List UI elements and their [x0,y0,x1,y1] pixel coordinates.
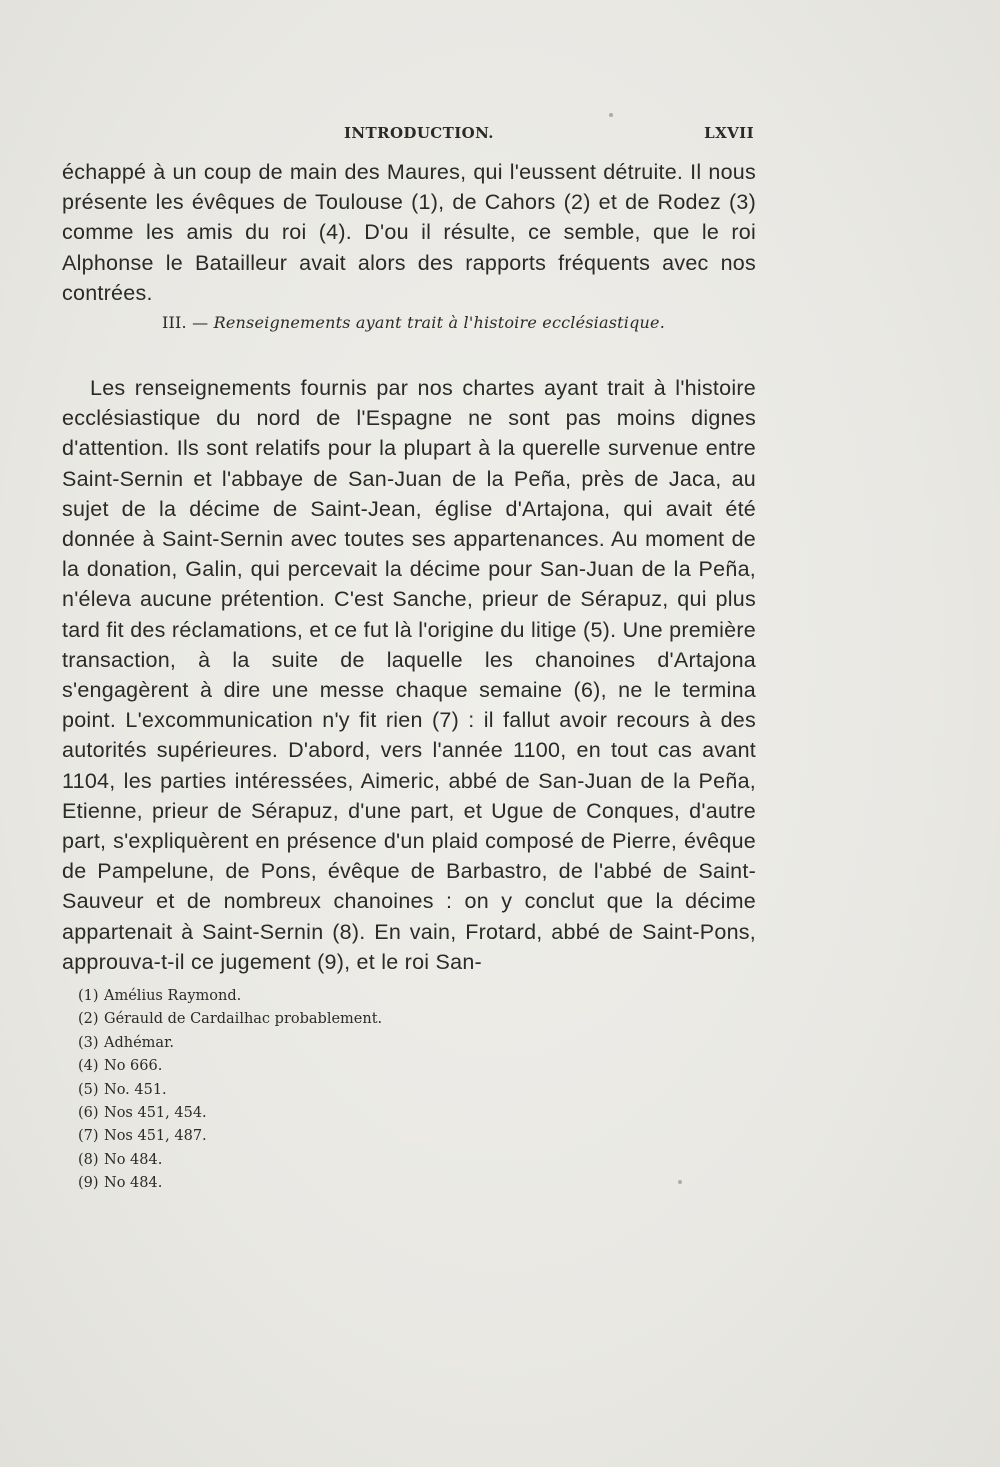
footnote-mark: (3) [78,1034,99,1051]
footnote-item [78,1079,578,1102]
footnote-text: No 484. [104,1175,163,1192]
footnote-text: Nos 451, 454. [104,1105,207,1122]
footnote-mark: (5) [78,1081,99,1098]
footnote-mark: (9) [78,1175,99,1192]
footnote-mark: (1) [78,988,99,1004]
footnote-text: No 666. [104,1058,163,1075]
footnote-mark: (6) [78,1105,99,1122]
footnote-text: Adhémar. [104,1034,175,1051]
footnote-item [78,1149,578,1172]
paragraph-2: Les renseignements fournis par nos chartes ayant trait à l'histoire ecclésiastique du nord de l'Espagne ne sont pas moins dignes d'attention. Ils sont relatifs pour la plupart à la querelle survenue entre Saint-Sernin et l'abbaye de San-Juan de la Peña, près de Jaca, au sujet de la décime de Saint-Jean, église d'Artajona, qui avait été donnée à Saint-Sernin avec toutes ses appartenances. Au moment de la donation, Galin, qui percevait la décime pour San-Juan de la Peña, n'éleva aucune prétention. C'est Sanche, prieur de Sérapuz, qui plus tard fit des réclamations, et ce fut là l'origine du litige (5). Une première transaction, à la suite de laquelle les chanoines d'Artajona s'engagèrent à dire une messe chaque semaine (6), ne le termina point. L'excommunication n'y fit rien (7) : il fallut avoir recours à des autorités supérieures. D'abord, vers l'année 1100, en tout cas avant 1104, les parties intéressées, Aimeric, abbé de San-Juan de la Peña, Etienne, prieur de Sérapuz, d'une part, et Ugue de Conques, d'autre part, s'expliquèrent en présence d'un plaid composé de Pierre, évêque de Pampelune, de Pons, évêque de Barbastro, de l'abbé de Saint-Sauveur et de nombreux chanoines : on y conclut que la décime appartenait à Saint-Sernin (8). En vain, Frotard, abbé de Saint-Pons, approuva-t-il ce jugement (9), et le roi San- [62,376,756,974]
section-heading [162,313,665,332]
footnote-text: No 484. [104,1151,163,1168]
paper-speck [678,1180,682,1184]
footnote-item [78,1008,578,1031]
footnote-item [78,1055,578,1078]
paper-speck [609,113,613,117]
footnote-text: No. 451. [104,1081,167,1098]
footnote-item [78,1172,578,1195]
footnote-item [78,1032,578,1055]
footnote-item [78,985,578,1008]
footnote-text: Amélius Raymond. [104,988,242,1004]
footnote-mark: (4) [78,1058,99,1075]
section-title: Renseignements ayant trait à l'histoire ecclésiastique. [213,313,665,332]
page-header [62,124,754,150]
footnote-text: Gérauld de Cardailhac probablement. [104,1011,383,1028]
footnote-text: Nos 451, 487. [104,1128,207,1145]
running-title: INTRODUCTION. [344,124,494,142]
footnote-mark: (2) [78,1011,99,1028]
page-number: LXVII [704,124,754,142]
footnotes-list [78,985,578,1196]
footnote-mark: (7) [78,1128,99,1145]
footnote-mark: (8) [78,1151,99,1168]
section-number: III. — [162,313,214,332]
footnote-item [78,1125,578,1148]
footnote-item [78,1102,578,1125]
paragraph-1: échappé à un coup de main des Maures, qui l'eussent détruite. Il nous présente les évêques de Toulouse (1), de Cahors (2) et de Rodez (3) comme les amis du roi (4). D'ou il résulte, ce semble, que le roi Alphonse le Batailleur avait alors des rapports fréquents avec nos contrées. [62,160,756,305]
